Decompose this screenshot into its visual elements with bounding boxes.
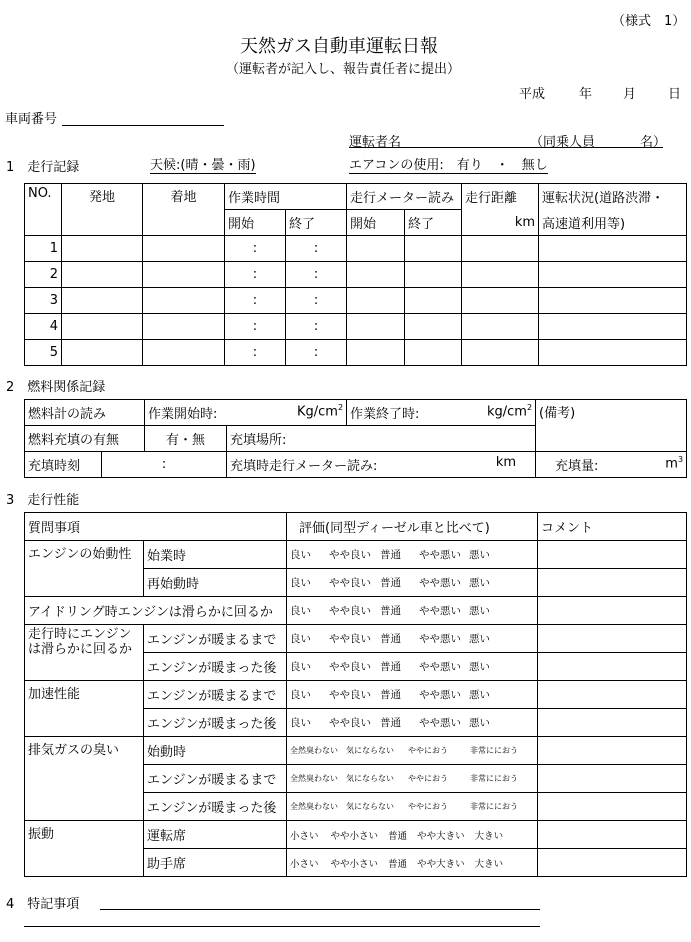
meter-end-cell[interactable] [405, 262, 462, 288]
table-row [25, 340, 687, 366]
date-month: 月 [623, 87, 637, 102]
q-warmed: エンジンが暖まった後 [144, 793, 287, 821]
kg-unit: $kg/cm^2$ [486, 403, 533, 420]
distance-cell[interactable] [462, 236, 539, 262]
meter-end-cell[interactable] [405, 288, 462, 314]
comment-cell[interactable] [538, 849, 687, 877]
col-from: 発地 [62, 184, 143, 236]
form-number: （様式 1） [612, 14, 686, 29]
q-warming: エンジンが暖まるまで [144, 681, 287, 709]
comment-cell[interactable] [538, 653, 687, 681]
to-cell[interactable] [143, 236, 225, 262]
status-cell[interactable] [539, 236, 687, 262]
meter-start-cell[interactable] [347, 236, 405, 262]
work-end-cell[interactable]: : [286, 236, 347, 262]
col-meter-start: 開始 [347, 210, 405, 236]
to-cell[interactable] [143, 340, 225, 366]
table-row [25, 288, 687, 314]
comment-cell[interactable] [538, 569, 687, 597]
distance-cell[interactable] [462, 262, 539, 288]
col-distance-unit: km [462, 210, 539, 236]
comment-cell[interactable] [538, 821, 687, 849]
row-number: 2 [25, 262, 62, 288]
col-meter: 走行メーター読み [347, 184, 462, 210]
eval-options[interactable]: 全然臭わない 気にならない ややにおう 非常ににおう [287, 793, 538, 821]
row-number: 3 [25, 288, 62, 314]
distance-cell[interactable] [462, 288, 539, 314]
aircon-field[interactable]: エアコンの使用: 有り ・ 無し [349, 154, 548, 174]
to-cell[interactable] [143, 262, 225, 288]
q-passenger-seat: 助手席 [144, 849, 287, 877]
section2-title: 2 燃料関係記録 [6, 380, 106, 395]
comment-cell[interactable] [538, 625, 687, 653]
q-smell: 排気ガスの臭い [25, 737, 144, 821]
refuel-time-label: 充填時刻 [25, 452, 102, 478]
col-no: NO. [25, 184, 62, 236]
fuel-record-table [24, 399, 687, 478]
page-subtitle: （運転者が記入し、報告責任者に提出） [226, 62, 461, 77]
col-work-start: 開始 [225, 210, 286, 236]
passenger-label: （同乗人員 [530, 135, 596, 150]
col-status: 運転状況(道路渋滞・ [539, 184, 687, 210]
eval-options[interactable]: 良い やや良い 普通 やや悪い 悪い [287, 569, 538, 597]
q-idling: アイドリング時エンジンは滑らかに回るか [25, 597, 287, 625]
meter-start-cell[interactable] [347, 262, 405, 288]
eval-options[interactable]: 良い やや良い 普通 やや悪い 悪い [287, 681, 538, 709]
meter-end-cell[interactable] [405, 340, 462, 366]
q-driver-seat: 運転席 [144, 821, 287, 849]
eval-options[interactable]: 小さい やや小さい 普通 やや大きい 大きい [287, 849, 538, 877]
eval-options[interactable]: 小さい やや小さい 普通 やや大きい 大きい [287, 821, 538, 849]
eval-options[interactable]: 良い やや良い 普通 やや悪い 悪い [287, 653, 538, 681]
table-row [25, 262, 687, 288]
from-cell[interactable] [62, 314, 143, 340]
meter-at-refuel[interactable] [227, 452, 536, 478]
table-row [25, 314, 687, 340]
col-work-end: 終了 [286, 210, 347, 236]
refuel-amount-label: 充填量: [555, 459, 599, 474]
refuel-amount[interactable] [536, 452, 687, 478]
q-start-work: 始業時 [144, 541, 287, 569]
work-end-cell[interactable]: : [286, 314, 347, 340]
header-comment: コメント [538, 513, 687, 541]
col-work-time: 作業時間 [225, 184, 347, 210]
q-warmed: エンジンが暖まった後 [144, 709, 287, 737]
to-cell[interactable] [143, 288, 225, 314]
q-vibration: 振動 [25, 821, 144, 877]
meter-end-cell[interactable] [405, 314, 462, 340]
refuel-time-field[interactable]: : [102, 452, 227, 478]
q-warmed: エンジンが暖まった後 [144, 653, 287, 681]
date-era: 平成 [519, 87, 546, 102]
q-running: 走行時にエンジンは滑らかに回るか [25, 625, 144, 681]
comment-cell[interactable] [538, 597, 687, 625]
work-end-cell[interactable]: : [286, 340, 347, 366]
comment-cell[interactable] [538, 765, 687, 793]
to-cell[interactable] [143, 314, 225, 340]
from-cell[interactable] [62, 262, 143, 288]
vehicle-number-field[interactable] [62, 108, 224, 126]
remarks-cell[interactable]: (備考) [536, 400, 687, 452]
q-warming: エンジンが暖まるまで [144, 625, 287, 653]
work-start-cell[interactable]: : [225, 340, 286, 366]
kg-unit: $Kg/cm^2$ [296, 403, 344, 420]
comment-cell[interactable] [538, 737, 687, 765]
from-cell[interactable] [62, 236, 143, 262]
q-startup: 始動時 [144, 737, 287, 765]
refuel-place[interactable]: 充填場所: [227, 426, 536, 452]
work-end-cell[interactable]: : [286, 262, 347, 288]
distance-cell[interactable] [462, 314, 539, 340]
section3-title: 3 走行性能 [6, 493, 80, 508]
fuel-gauge-label: 燃料計の読み [25, 400, 145, 426]
special-notes-line-2[interactable] [24, 910, 540, 927]
driver-name-label: 運転者名 [349, 135, 402, 150]
row-number: 4 [25, 314, 62, 340]
col-meter-end: 終了 [405, 210, 462, 236]
meter-start-cell[interactable] [347, 288, 405, 314]
date-year: 年 [579, 87, 593, 102]
comment-cell[interactable] [538, 709, 687, 737]
status-cell[interactable] [539, 288, 687, 314]
vehicle-number-label: 車両番号 [5, 112, 58, 127]
section1-title: 1 走行記録 [6, 160, 80, 175]
km-unit: km [495, 455, 517, 470]
date-day: 日 [668, 87, 682, 102]
performance-table [24, 512, 687, 877]
work-start-cell[interactable]: : [225, 314, 286, 340]
work-start-cell[interactable]: : [225, 262, 286, 288]
eval-options[interactable]: 良い やや良い 普通 やや悪い 悪い [287, 625, 538, 653]
from-cell[interactable] [62, 288, 143, 314]
status-cell[interactable] [539, 314, 687, 340]
work-end-reading[interactable] [347, 400, 536, 426]
status-cell[interactable] [539, 340, 687, 366]
row-number: 5 [25, 340, 62, 366]
col-to: 着地 [143, 184, 225, 236]
header-question: 質問事項 [25, 513, 287, 541]
comment-cell[interactable] [538, 541, 687, 569]
work-start-cell[interactable]: : [225, 288, 286, 314]
work-start-label: 作業開始時: [148, 407, 218, 422]
q-engine-start: エンジンの始動性 [25, 541, 144, 597]
status-cell[interactable] [539, 262, 687, 288]
meter-end-cell[interactable] [405, 236, 462, 262]
comment-cell[interactable] [538, 681, 687, 709]
q-warming: エンジンが暖まるまで [144, 765, 287, 793]
passenger-unit: 名） [640, 135, 667, 150]
driver-name-field[interactable] [349, 131, 663, 148]
eval-options[interactable]: 全然臭わない 気にならない ややにおう 非常ににおう [287, 737, 538, 765]
section4-title: 4 特記事項 [6, 897, 80, 912]
eval-options[interactable]: 良い やや良い 普通 やや悪い 悪い [287, 597, 538, 625]
meter-start-cell[interactable] [347, 314, 405, 340]
distance-cell[interactable] [462, 340, 539, 366]
meter-start-cell[interactable] [347, 340, 405, 366]
header-evaluation: 評価(同型ディーゼル車と比べて) [287, 513, 538, 541]
col-distance: 走行距離 [462, 184, 539, 210]
driving-record-table [24, 183, 687, 366]
work-end-label: 作業終了時: [350, 407, 420, 422]
q-accel: 加速性能 [25, 681, 144, 737]
m3-unit: $m^3$ [665, 455, 684, 472]
table-row [25, 236, 687, 262]
work-end-cell[interactable]: : [286, 288, 347, 314]
eval-options[interactable]: 良い やや良い 普通 やや悪い 悪い [287, 541, 538, 569]
work-start-cell[interactable]: : [225, 236, 286, 262]
col-status-2: 高速道利用等) [539, 210, 687, 236]
from-cell[interactable] [62, 340, 143, 366]
refuel-label: 燃料充填の有無 [25, 426, 145, 452]
refuel-yesno[interactable]: 有・無 [145, 426, 227, 452]
comment-cell[interactable] [538, 793, 687, 821]
meter-at-refuel-label: 充填時走行メーター読み: [230, 459, 378, 474]
q-restart: 再始動時 [144, 569, 287, 597]
eval-options[interactable]: 良い やや良い 普通 やや悪い 悪い [287, 709, 538, 737]
weather-field[interactable]: 天候:(晴・曇・雨) [150, 154, 256, 174]
row-number: 1 [25, 236, 62, 262]
page-title: 天然ガス自動車運転日報 [240, 36, 438, 57]
work-start-reading[interactable] [145, 400, 347, 426]
eval-options[interactable]: 全然臭わない 気にならない ややにおう 非常ににおう [287, 765, 538, 793]
special-notes-line-1[interactable] [100, 893, 540, 910]
